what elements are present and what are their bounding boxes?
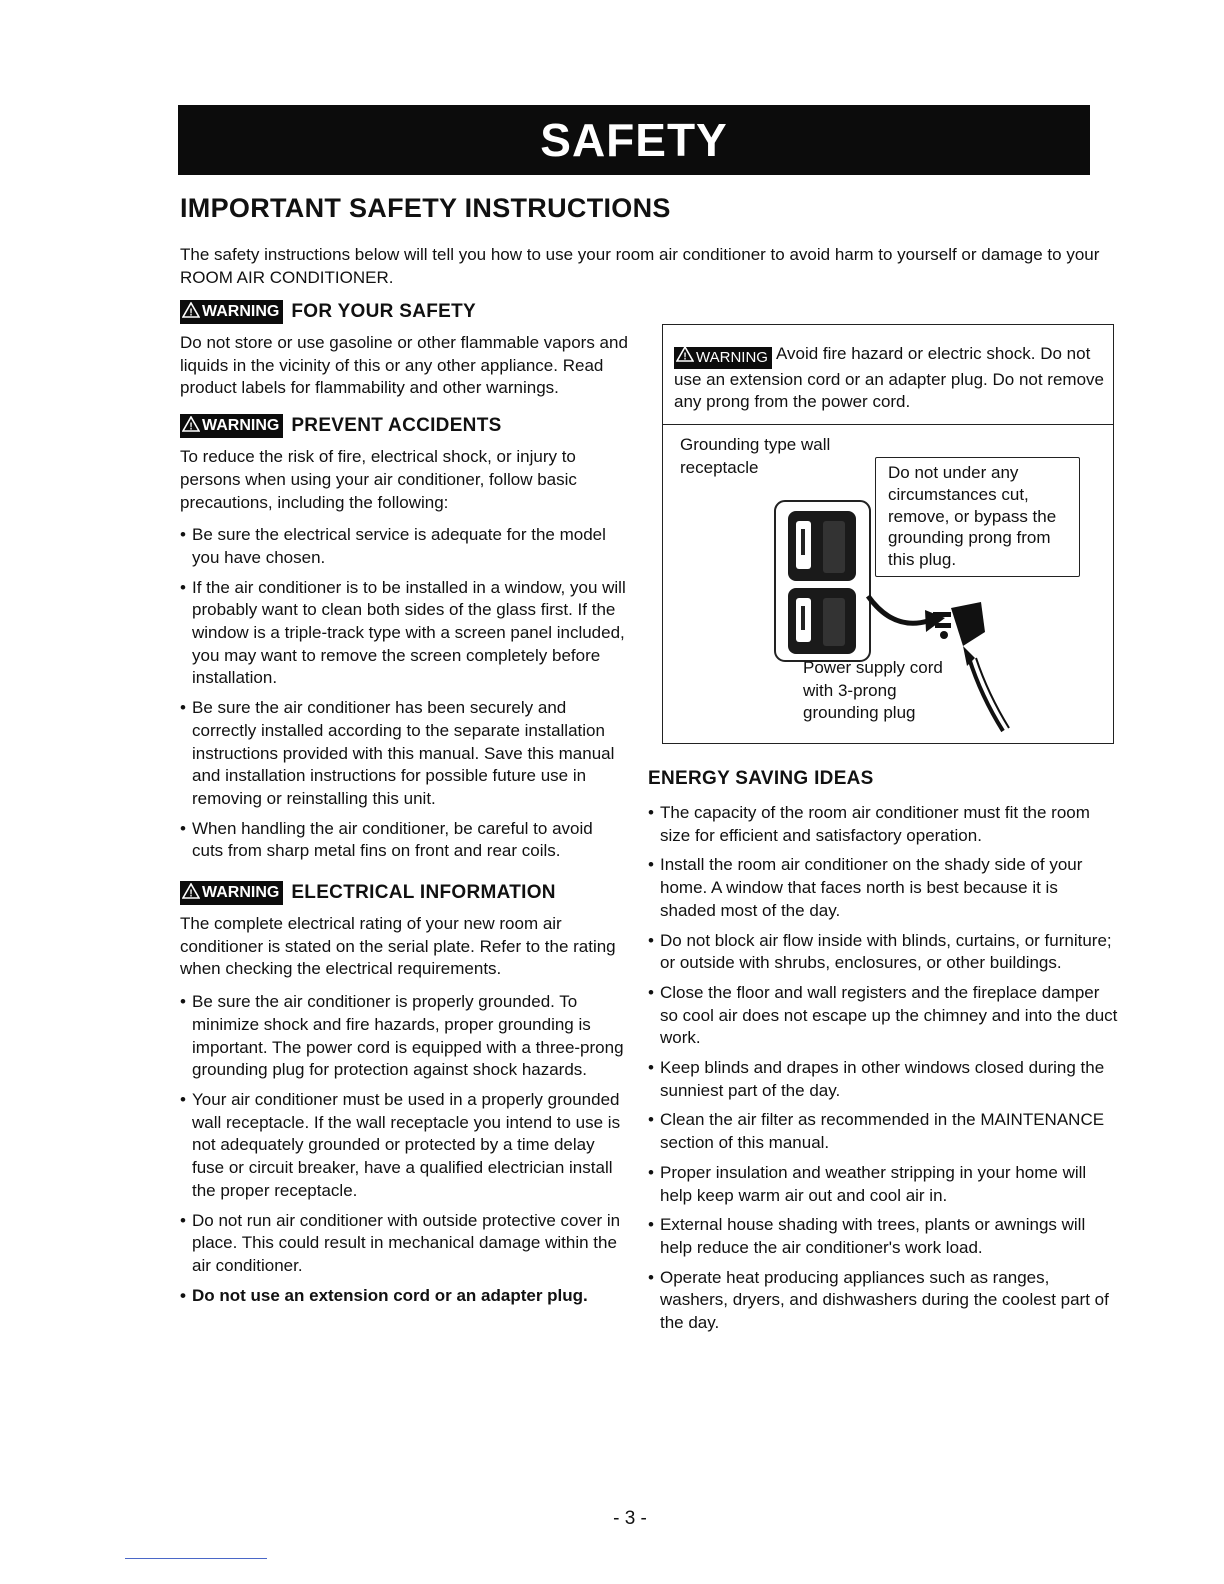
box-warning-text: Avoid fire hazard or electric shock. Do not use an extension cord or an adapter plug. Do not remove any prong from the power cord. <box>674 344 1104 411</box>
warning-triangle-icon <box>182 416 200 437</box>
warning-badge <box>180 881 283 905</box>
grounding-prong-callout: Do not under any circumstances cut, remove, or bypass the grounding prong from this plug. <box>875 457 1080 577</box>
for-safety-text: Do not store or use gasoline or other flammable vapors and liquids in the vicinity of this or any other appliance. Read product labels for flammability and other warnings. <box>180 333 628 398</box>
list-item: • Do not block air flow inside with blinds, curtains, or furniture; or outside with shrubs, enclosures, or other buildings. <box>648 930 1118 975</box>
page-number: - 3 - <box>613 1508 647 1529</box>
power-cord-label: Power supply cord with 3-prong grounding plug <box>803 658 943 723</box>
warning-badge-label: WARNING <box>202 417 280 435</box>
prevent-accidents-heading <box>180 414 628 438</box>
list-item: • External house shading with trees, plants or awnings will help reduce the air conditioner's work load. <box>648 1214 1118 1259</box>
list-item: • When handling the air conditioner, be careful to avoid cuts from sharp metal fins on front and rear coils. <box>180 818 628 863</box>
list-item: • If the air conditioner is to be installed in a window, you will probably want to clean both sides of the glass first. If the window is a triple-track type with a screen panel included, you may want to remove the screen completely before installation. <box>180 577 628 691</box>
list-item: • Your air conditioner must be used in a properly grounded wall receptacle. If the wall receptacle you intend to use is not adequately grounded or protected by a time delay fuse or circuit breaker, have a qualified electrician install the proper receptacle. <box>180 1089 628 1203</box>
svg-text:!: ! <box>189 307 193 318</box>
list-item: • The capacity of the room air conditioner must fit the room size for efficient and satisfactory operation. <box>648 802 1118 847</box>
electrical-info-title: ELECTRICAL INFORMATION <box>291 882 556 904</box>
list-item: • Clean the air filter as recommended in the MAINTENANCE section of this manual. <box>648 1109 1118 1154</box>
svg-text:!: ! <box>189 888 193 899</box>
list-item: • Proper insulation and weather stripping in your home will help keep warm air out and cool air in. <box>648 1162 1118 1207</box>
list-item: • Be sure the electrical service is adequate for the model you have chosen. <box>180 524 628 569</box>
list-item: • Operate heat producing appliances such as ranges, washers, dryers, and dishwashers during the coolest part of the day. <box>648 1267 1118 1335</box>
warning-badge <box>180 414 283 438</box>
intro-paragraph: The safety instructions below will tell you how to use your room air conditioner to avoid harm to yourself or damage to your ROOM AIR CONDITIONER. <box>180 245 1100 287</box>
warning-badge <box>674 347 772 369</box>
warning-badge-label: WARNING <box>202 303 280 320</box>
warning-triangle-icon <box>676 346 694 369</box>
left-column <box>180 300 628 1321</box>
energy-saving-list <box>648 802 1118 1335</box>
warning-triangle-icon <box>182 883 200 904</box>
energy-saving-heading: ENERGY SAVING IDEAS <box>648 768 874 789</box>
list-item: • Close the floor and wall registers and the fireplace damper so cool air does not escape up the chimney and into the duct work. <box>648 982 1118 1050</box>
warning-badge-label: WARNING <box>696 348 768 366</box>
list-item: • Do not run air conditioner with outside protective cover in place. This could result in mechanical damage within the air conditioner. <box>180 1210 628 1278</box>
list-item: • Be sure the air conditioner has been securely and correctly installed according to the separate installation instructions provided with this manual. Save this manual and installation instructions for possible future use in removing or reinstalling this unit. <box>180 697 628 811</box>
receptacle-figure <box>663 426 1113 743</box>
prevent-accidents-title: PREVENT ACCIDENTS <box>291 415 502 437</box>
page-title: IMPORTANT SAFETY INSTRUCTIONS <box>180 193 671 223</box>
electrical-info-heading <box>180 881 628 905</box>
list-item-bold: • Do not use an extension cord or an adapter plug. <box>180 1285 628 1308</box>
warning-badge-label: WARNING <box>202 884 280 902</box>
electrical-info-text: The complete electrical rating of your new room air conditioner is stated on the serial plate. Refer to the rating when checking the electrical requirements. <box>180 914 616 979</box>
warning-triangle-icon <box>182 302 200 323</box>
warning-badge <box>180 300 283 324</box>
for-safety-heading <box>180 300 628 324</box>
prevent-accidents-text: To reduce the risk of fire, electrical shock, or injury to persons when using your air conditioner, follow basic precautions, including the following: <box>180 447 577 512</box>
receptacle-label: Grounding type wall receptacle <box>680 435 831 477</box>
for-safety-title: FOR YOUR SAFETY <box>291 301 476 322</box>
box-warning <box>663 325 1113 425</box>
section-banner: SAFETY <box>178 105 1090 175</box>
footer-divider <box>125 1558 267 1559</box>
list-item: • Be sure the air conditioner is properly grounded. To minimize shock and fire hazards, proper grounding is important. The power cord is equipped with a three-prong grounding plug for protection against shock hazards. <box>180 991 628 1082</box>
prevent-accidents-list <box>180 524 628 863</box>
list-item: • Install the room air conditioner on the shady side of your home. A window that faces north is best because it is shaded most of the day. <box>648 854 1118 922</box>
svg-text:!: ! <box>683 351 687 362</box>
warning-figure-box <box>662 324 1114 744</box>
svg-text:!: ! <box>189 421 193 432</box>
electrical-info-list <box>180 991 628 1307</box>
list-item: • Keep blinds and drapes in other windows closed during the sunniest part of the day. <box>648 1057 1118 1102</box>
right-column <box>648 768 1118 1349</box>
